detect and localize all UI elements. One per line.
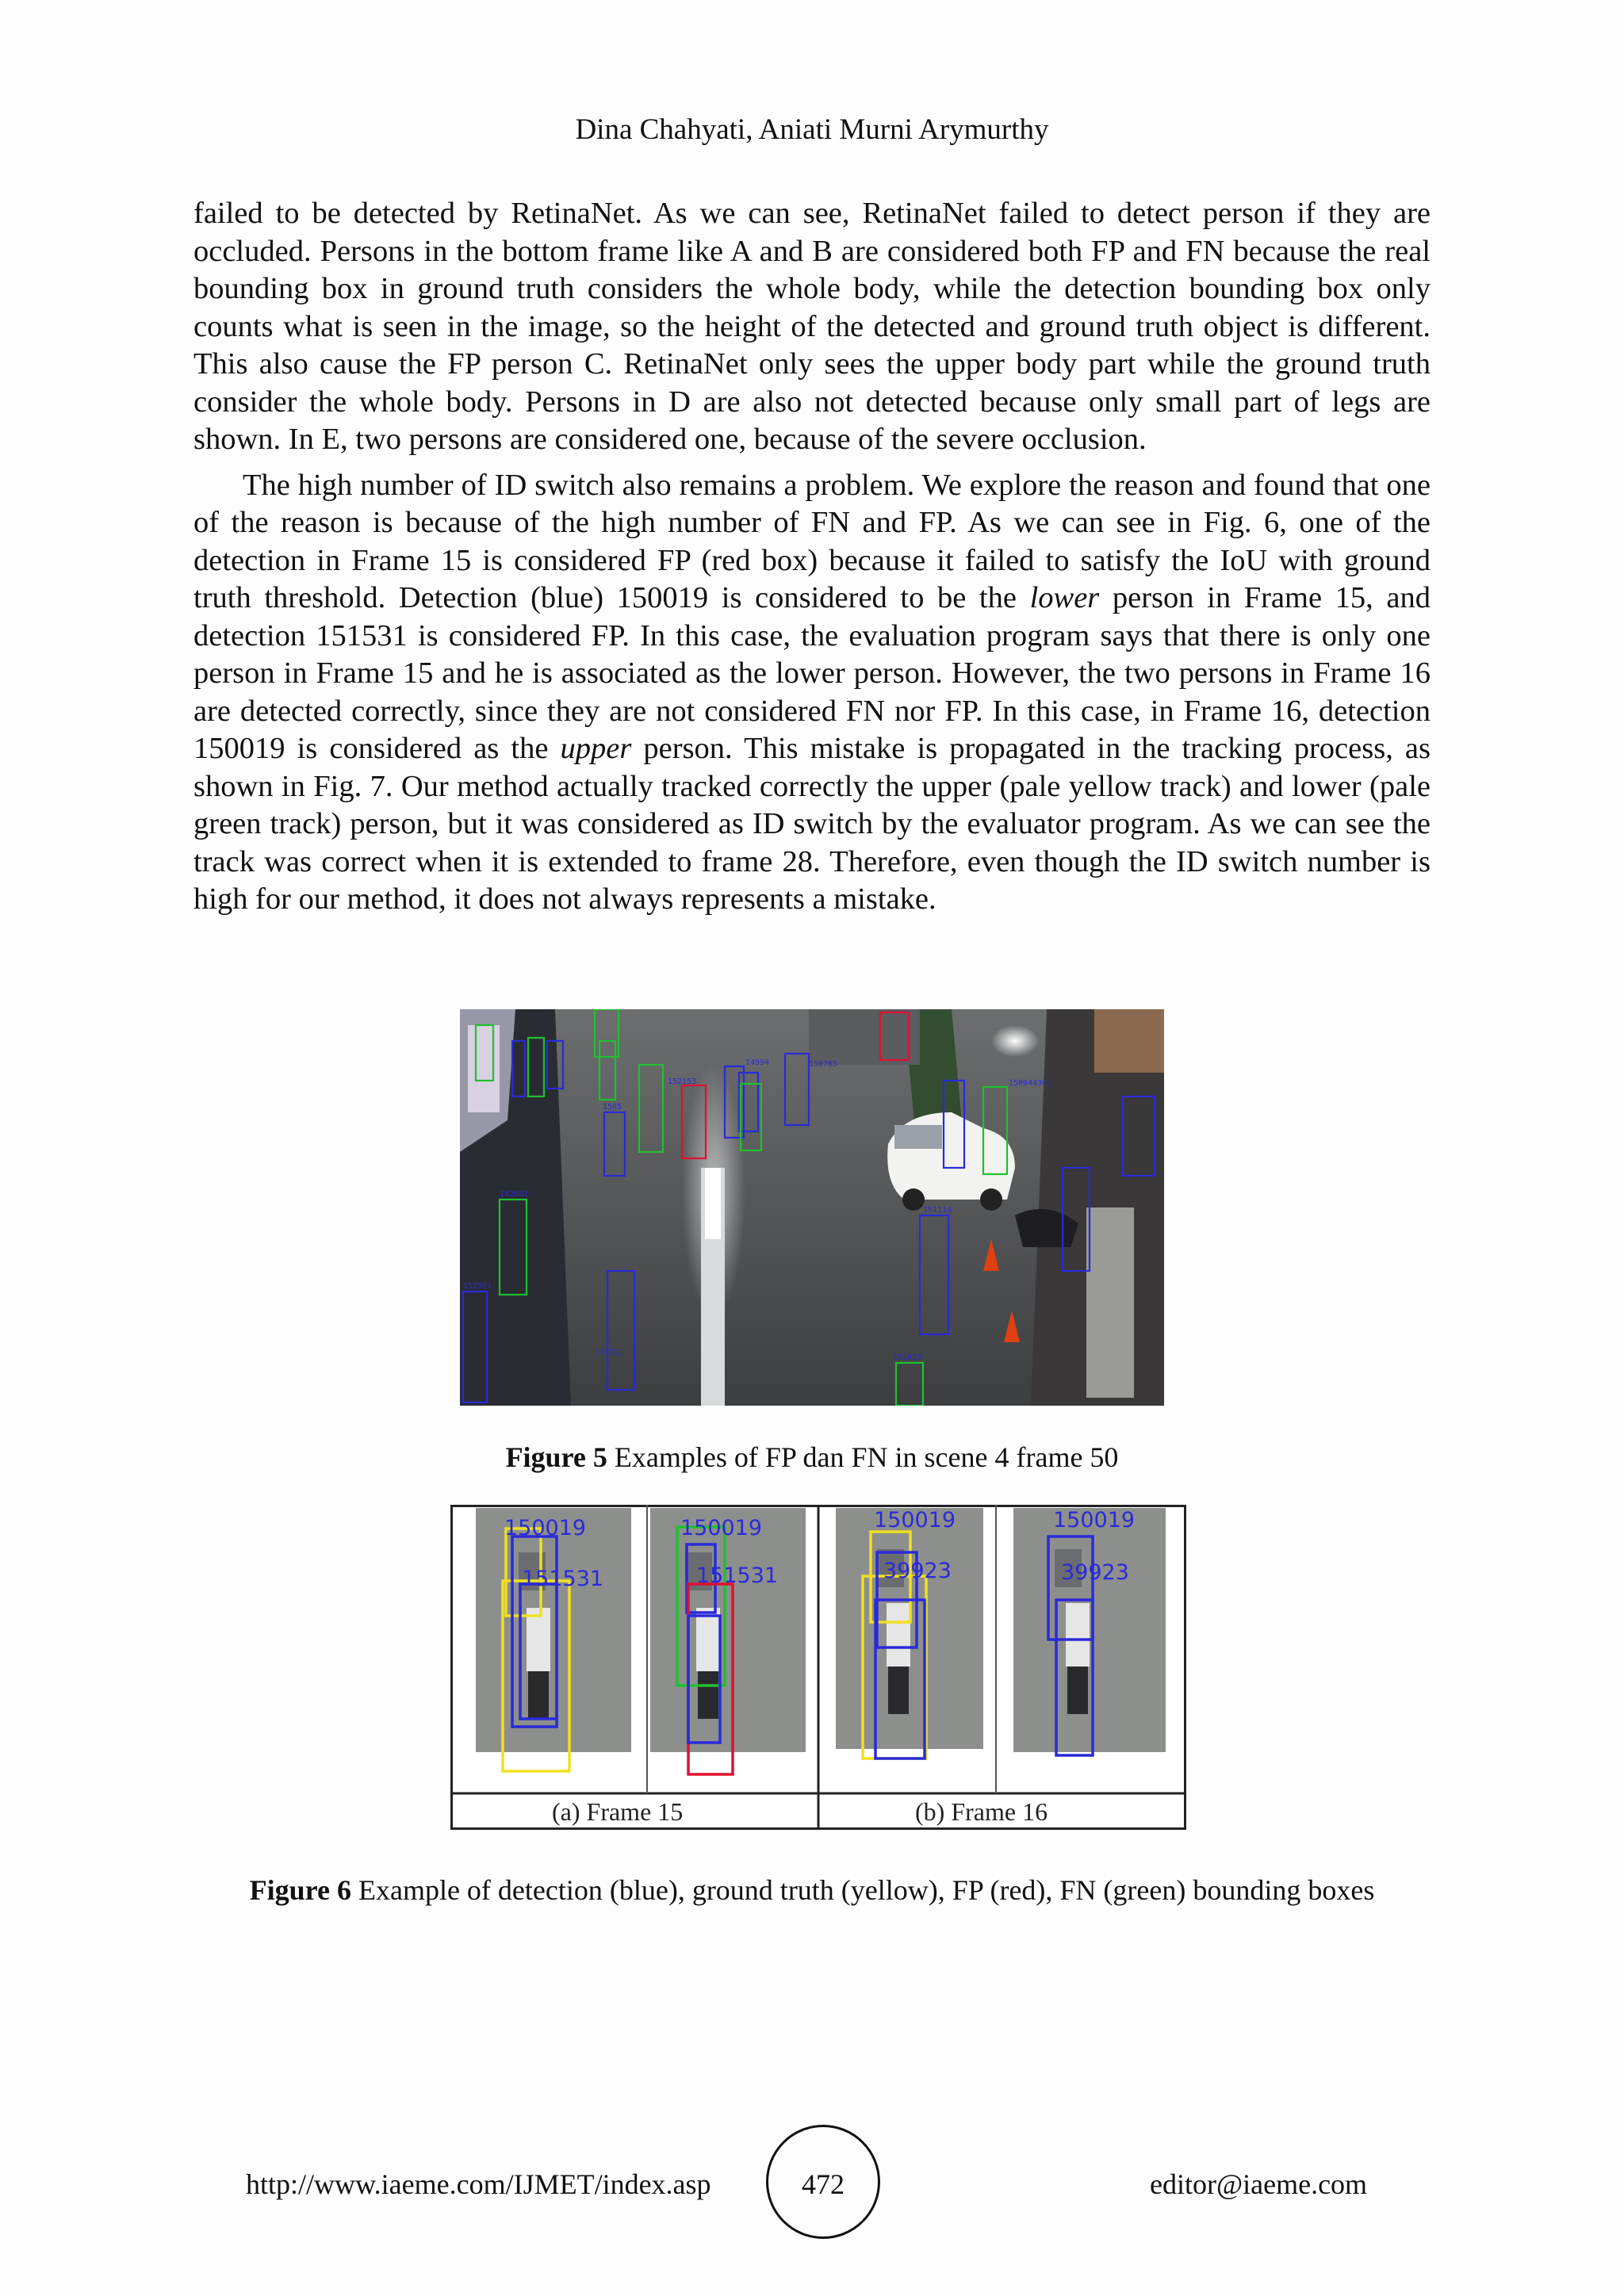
footer-url: http://www.iaeme.com/IJMET/index.asp [246,2168,711,2200]
box-label: 174721 [595,1349,624,1357]
figure-6-caption [0,1873,1624,1908]
figure-6-label: Figure 6 [249,1874,351,1906]
paragraph-1: failed to be detected by RetinaNet. As we can see, RetinaNet failed to detect person if they are occluded. Persons in the bottom frame like A and B are considered both FP and FN because the real bounding box in ground truth considers the whole body, while the detection bounding box only counts what is seen in the image, so the height of the detected and ground truth object is different. This also cause the FP person C. RetinaNet only sees the upper body part while the ground truth consider the whole body. Persons in D are also not detected because only small part of legs are shown. In E, two persons are considered one, because of the severe occlusion. [193,197,1431,456]
box-label: 151114 [923,1206,952,1215]
footer-email: editor@iaeme.com [1150,2168,1368,2200]
id-label: 39923 [1061,1560,1129,1585]
box-label: 150944301 [1009,1079,1052,1088]
body-text [193,195,1431,919]
page-number: 472 [802,2168,845,2200]
box-label: 14994 [745,1058,770,1067]
paragraph-2-part-2: person in Frame 15, and detection 151531 is considered FP. In this case, the evaluation program says that there is only one person in Frame 15 and he is associated as the lower person. However, the two persons in Frame 16 are detected correctly, since they are not considered FN nor FP. In this case, in Frame 16, detection 150019 is considered as the [193,581,1431,765]
id-label: 150019 [680,1516,763,1540]
box-label: 152301 [463,1282,492,1291]
box-label: 142601 [500,1190,529,1199]
figure-5-text: Examples of FP dan FN in scene 4 frame 50 [607,1441,1119,1473]
box-label: 151033 [893,1353,922,1362]
figure-5-label: Figure 5 [505,1441,607,1473]
paragraph-2 [193,467,1431,919]
id-label: 150019 [1053,1508,1136,1533]
id-label: 150019 [874,1508,956,1533]
id-label: 151531 [522,1567,604,1591]
figure-6-text: Example of detection (blue), ground truth (yellow), FP (red), FN (green) bounding boxes [350,1874,1375,1906]
frame-16-label: (b) Frame 16 [915,1797,1048,1826]
figure-5-caption [0,1440,1624,1475]
box-label: 152153 [668,1077,697,1086]
running-header: Dina Chahyati, Aniati Murni Arymurthy [575,113,1049,146]
page-number-circle [766,2125,880,2239]
id-label: 151531 [696,1563,779,1588]
box-label: 150765 [809,1060,838,1069]
paragraph-2-part-3: person. This mistake is propagated in the tracking process, as shown in Fig. 7. Our method actually tracked correctly the upper (pale yellow track) and lower (pale green track) person, but it was considered as ID switch by the evaluator program. As we can see the track was correct when it is extended to frame 28. Therefore, even though the ID switch number is high for our method, it does not always represents a mistake. [193,732,1431,916]
box-label: 1505 [603,1103,622,1112]
id-label: 150019 [504,1516,587,1540]
emphasis-upper: upper [560,732,632,765]
frame-15-label: (a) Frame 15 [552,1797,684,1826]
id-label: 39923 [883,1559,952,1583]
figure-6-frames [450,1505,1186,1830]
figure-5-street-scene [460,1009,1164,1406]
paragraph-2-part-1: The high number of ID switch also remains a problem. We explore the reason and found that one of the reason is because of the high number of FN and FP. As we can see in Fig. 6, one of the detection in Frame 15 is considered FP (red box) because it failed to satisfy the IoU with ground truth threshold. Detection (blue) 150019 is considered to be the [193,468,1431,614]
emphasis-lower: lower [1029,581,1100,614]
